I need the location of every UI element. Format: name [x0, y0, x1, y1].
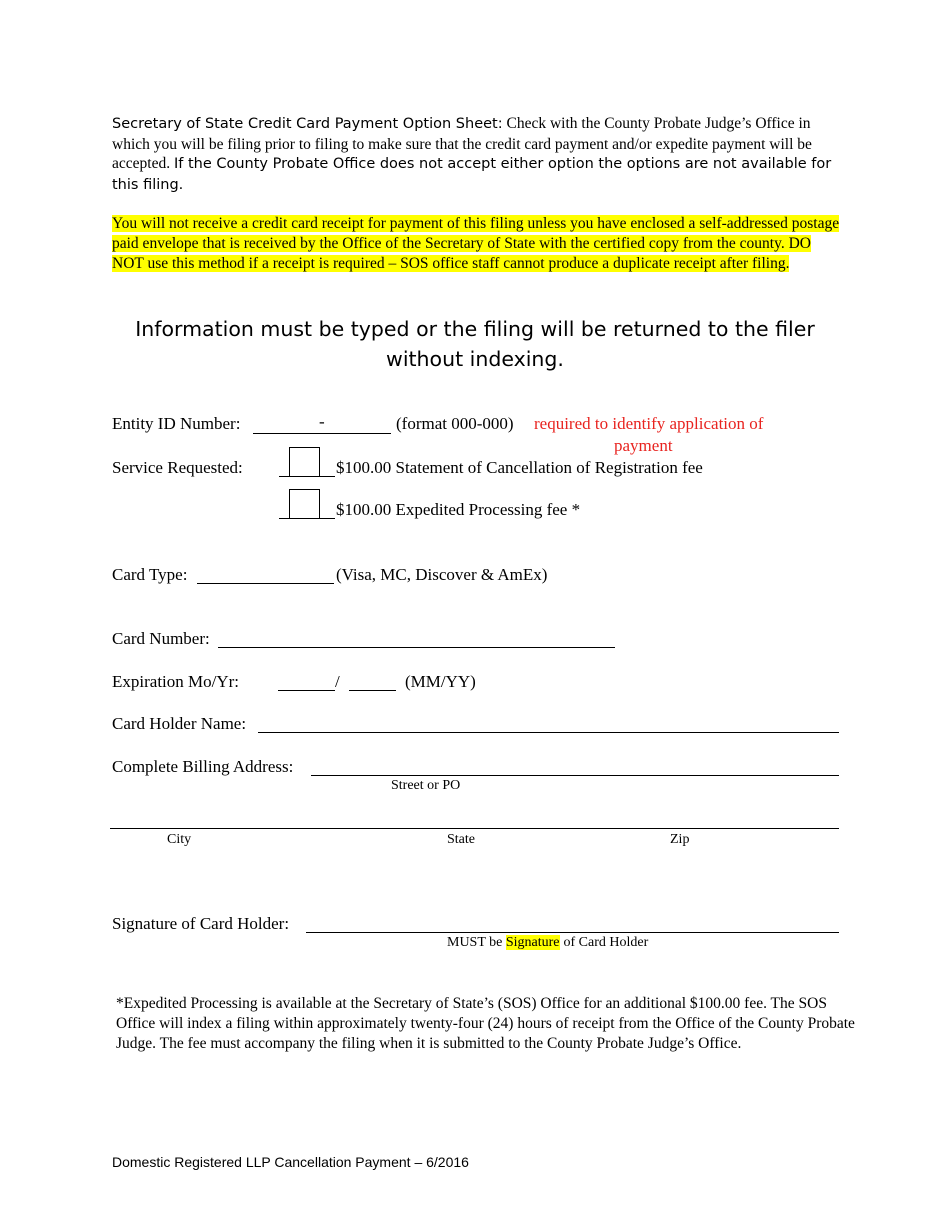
service-label: Service Requested:: [112, 458, 243, 477]
billing-city-state-zip-field[interactable]: [110, 828, 839, 829]
service-option-2-checkbox[interactable]: [289, 489, 320, 519]
card-number-field[interactable]: [218, 647, 615, 648]
expiration-month-field[interactable]: [278, 690, 335, 691]
service-option-1-checkbox[interactable]: [289, 447, 320, 477]
sheet-title: Secretary of State Credit Card Payment Option Sheet:: [112, 116, 503, 132]
service-option-1-label: $100.00 Statement of Cancellation of Registration fee: [336, 458, 703, 477]
signature-field[interactable]: [306, 932, 839, 933]
billing-state-caption: State: [447, 832, 475, 847]
card-type-hint: (Visa, MC, Discover & AmEx): [336, 565, 548, 584]
card-type-label: Card Type:: [112, 565, 188, 584]
availability-text: If the County Probate Office does not accept either option the options are not available for this filing.: [112, 156, 832, 193]
signature-caption-post: of Card Holder: [563, 935, 649, 950]
typed-notice: [0, 314, 950, 374]
expiration-hint: (MM/YY): [405, 672, 476, 691]
footer: Domestic Registered LLP Cancellation Payment – 6/2016: [112, 1154, 469, 1170]
billing-address-label: Complete Billing Address:: [112, 757, 294, 776]
holder-name-field[interactable]: [258, 732, 839, 733]
signature-caption-highlight: Signature: [505, 935, 560, 950]
expiration-label: Expiration Mo/Yr:: [112, 672, 240, 691]
expiration-slash: /: [335, 672, 340, 691]
receipt-notice: [112, 214, 842, 274]
billing-zip-caption: Zip: [670, 832, 690, 847]
signature-caption: [447, 935, 648, 951]
intro-paragraph: [112, 114, 842, 195]
signature-label: Signature of Card Holder:: [112, 914, 290, 933]
typed-notice-line1: Information must be typed or the filing will be returned to the filer: [135, 317, 815, 341]
billing-street-field[interactable]: [311, 775, 839, 776]
intro-text: Check with the County Probate Judge’s Office in which you will be filing prior to filing to make sure that the credit card payment and/or expedite payment will be accepted.: [112, 115, 812, 172]
typed-notice-line2: without indexing.: [386, 347, 564, 371]
card-number-label: Card Number:: [112, 629, 210, 648]
billing-city-caption: City: [167, 832, 192, 847]
signature-caption-pre: MUST be: [447, 935, 503, 950]
entity-id-dash: -: [319, 412, 325, 431]
entity-id-field[interactable]: [253, 433, 391, 434]
entity-id-format: (format 000-000): [396, 414, 514, 433]
holder-name-label: Card Holder Name:: [112, 714, 247, 733]
entity-id-required-note-1: required to identify application of: [534, 414, 764, 433]
expiration-year-field[interactable]: [349, 690, 396, 691]
billing-street-caption: Street or PO: [391, 778, 461, 793]
service-option-2-label: $100.00 Expedited Processing fee *: [336, 500, 581, 519]
entity-id-label: Entity ID Number:: [112, 414, 241, 433]
expedite-note: *Expedited Processing is available at the Secretary of State’s (SOS) Office for an additional $100.00 fee. The SOS Office will index a filing within approximately twenty-four (24) hours of receipt from the Office of the County Probate Judge. The fee must accompany the filing when it is submitted to the County Probate Judge’s Office.: [116, 995, 855, 1052]
entity-id-required-note-2: payment: [614, 436, 673, 455]
receipt-notice-text: You will not receive a credit card receipt for payment of this filing unless you have enclosed a self-addressed postage paid envelope that is received by the Office of the Secretary of State with the certified copy from the county. DO NOT use this method if a receipt is required – SOS office staff cannot produce a duplicate receipt after filing.: [112, 215, 840, 272]
card-type-field[interactable]: [197, 583, 334, 584]
